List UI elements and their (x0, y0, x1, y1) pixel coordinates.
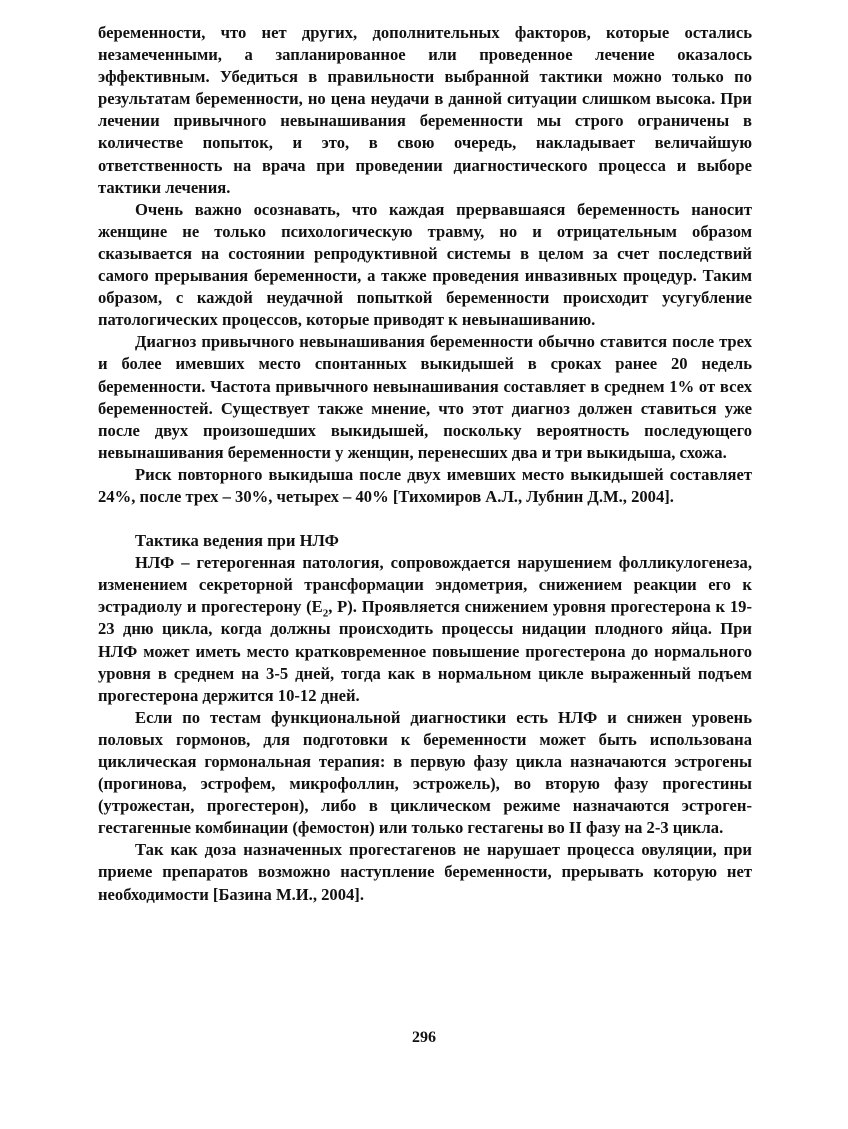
paragraph-nlf (98, 552, 752, 707)
paragraph-dose: Так как доза назначенных прогестагенов не нарушает процесса овуляции, при приеме препаратов возможно наступление беременности, прерывать которую нет необходимости [Базина М.И., 2004]. (98, 840, 752, 904)
document-page (98, 22, 752, 906)
paragraph-1: беременности, что нет других, дополнительных факторов, которые остались незамеченными, а запланированное или проведенное лечение оказалось эффективным. Убедиться в правильности выбранной тактики можно только по результатам беременности, но цена неудачи в данной ситуации слишком высока. При лечении привычного невынашивания беременности мы строго ограничены в количестве попыток, и это, в свою очередь, накладывает величайшую ответственность на врача при проведении диагностического процесса и выборе тактики лечения. (98, 23, 752, 197)
paragraph-4: Риск повторного выкидыша после двух имевших место выкидышей составляет 24%, после трех – 30%, четырех – 40% [Тихомиров А.Л., Лубнин Д.М., 2004]. (98, 464, 752, 506)
nlf-text-end: , Р). Проявляется снижением уровня прогестерона к 19-23 дню цикла, когда должны происходить процессы нидации плодного яйца. При НЛФ может иметь место кратковременное повышение прогестерона до нормального уровня в среднем на 3-5 дней, тогда как в нормальном цикле выраженный подъем прогестерона держится 10-12 дней. (98, 597, 752, 705)
paragraph-2: Очень важно осознавать, что каждая прервавшаяся беременность наносит женщине не только психологическую травму, но и отрицательным образом сказывается на состоянии репродуктивной системы в целом за счет последствий самого прерывания беременности, а также проведения инвазивных процедур. Таким образом, с каждой неудачной попыткой беременности происходит усугубление патологических процессов, которые приводят к невынашиванию. (98, 199, 752, 330)
section-heading: Тактика ведения при НЛФ (135, 531, 339, 551)
paragraph-3: Диагноз привычного невынашивания беременности обычно ставится после трех и более имевших место спонтанных выкидышей в сроках ранее 20 недель беременности. Частота привычного невынашивания составляет в среднем 1% от всех беременностей. Существует также мнение, что этот диагноз должен ставиться уже после двух произошедших выкидышей, поскольку вероятность последующего невынашивания беременности у женщин, перенесших два и три выкидыша, схожа. (98, 332, 752, 462)
paragraph-therapy: Если по тестам функциональной диагностики есть НЛФ и снижен уровень половых гормонов, для подготовки к беременности может быть использована циклическая гормональная терапия: в первую фазу цикла назначаются эстрогены (прогинова, эстрофем, микрофоллин, эстрожель), во вторую фазу прогестины (утрожестан, прогестерон), либо в циклическом режиме назначаются эстроген-гестагенные комбинации (фемостон) или только гестагены во II фазу на 2-3 цикла. (98, 707, 752, 838)
page-number: 296 (412, 1029, 436, 1046)
nlf-text-start: НЛФ – гетерогенная патология, сопровождается нарушением фолликулогенеза, изменением секреторной трансформации эндометрия, снижением реакции его к эстрадиолу и прогестерону (Е (98, 553, 752, 617)
estradiol-subscript: 2 (322, 607, 329, 620)
